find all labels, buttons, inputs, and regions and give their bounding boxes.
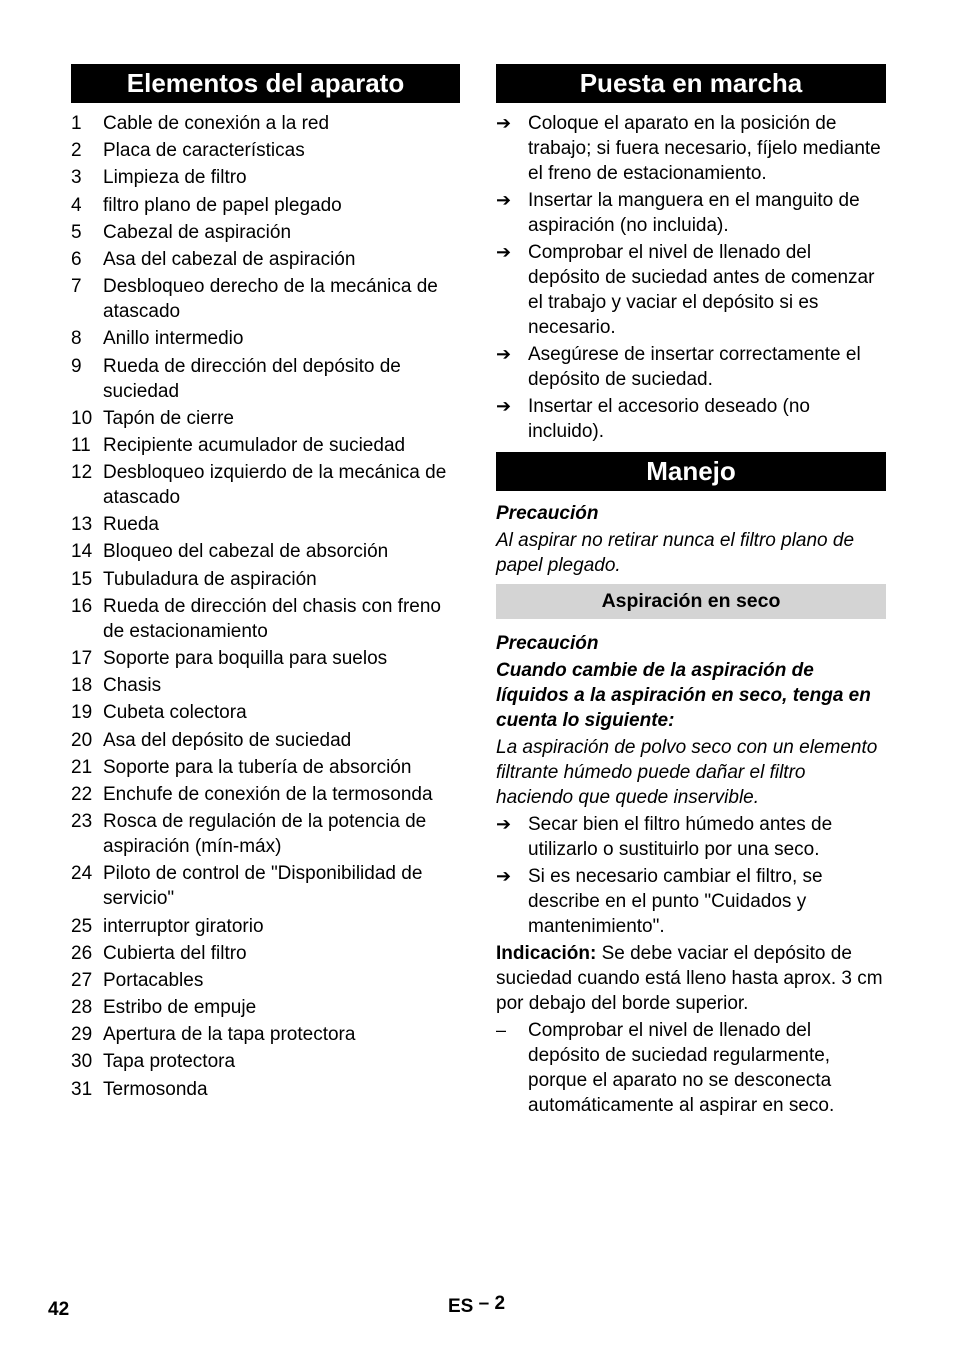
list-item-number: 12 [71, 462, 93, 484]
list-item [71, 220, 460, 245]
caution-text-2: La aspiración de polvo seco con un elemento filtrante húmedo puede dañar el filtro haciendo que quede inservible. [496, 737, 878, 808]
right-column [496, 64, 886, 1120]
arrow-step-text: Coloque el aparato en la posición de trabajo; si fuera necesario, fíjelo mediante el freno de estacionamiento. [528, 113, 881, 184]
list-item [71, 673, 460, 698]
list-item [71, 539, 460, 564]
list-item-number: 23 [71, 811, 93, 833]
list-item-number: 14 [71, 541, 93, 563]
arrow-step-text: Asegúrese de insertar correctamente el depósito de suciedad. [528, 344, 861, 390]
list-item-text: Rueda de dirección del depósito de suciedad [103, 355, 401, 402]
arrow-right-icon: ➔ [496, 344, 512, 364]
list-item [71, 700, 460, 725]
dash-bullet: – [496, 1020, 507, 1040]
note-paragraph [496, 941, 886, 1016]
list-item-number: 6 [71, 248, 82, 270]
list-item-text: Portacables [103, 969, 204, 991]
list-item-text: Cubeta colectora [103, 702, 247, 724]
note-label: Indicación: [496, 943, 597, 964]
list-item [71, 861, 460, 911]
section-heading-manejo: Manejo [496, 452, 886, 491]
list-item [71, 995, 460, 1020]
list-item-number: 27 [71, 969, 93, 991]
list-item [71, 594, 460, 644]
list-item-text: Tapa protectora [103, 1051, 236, 1073]
dash-item-text: Comprobar el nivel de llenado del depósito de suciedad regularmente, porque el aparato no se desconecta automáticamente al aspirar en seco. [528, 1020, 835, 1116]
arrow-step-text: Insertar la manguera en el manguito de aspiración (no incluida). [528, 190, 860, 236]
list-item-text: Tubuladura de aspiración [103, 568, 317, 590]
list-item-text: Limpieza de filtro [103, 167, 247, 189]
list-item-number: 29 [71, 1024, 93, 1046]
list-item-number: 13 [71, 514, 93, 536]
arrow-right-icon: ➔ [496, 242, 512, 262]
list-item [71, 326, 460, 351]
list-item-text: Rosca de regulación de la potencia de aspiración (mín-máx) [103, 811, 427, 858]
list-item [71, 968, 460, 993]
caution-bold-text: Cuando cambie de la aspiración de líquidos a la aspiración en seco, tenga en cuenta lo siguiente: [496, 660, 871, 731]
arrow-right-icon: ➔ [496, 814, 512, 834]
list-item-text: Anillo intermedio [103, 328, 244, 350]
list-item-text: Recipiente acumulador de suciedad [103, 434, 406, 456]
list-item-text: Desbloqueo derecho de la mecánica de atascado [103, 276, 438, 323]
seco-steps [496, 812, 886, 939]
list-item-number: 30 [71, 1051, 93, 1073]
section-heading-puesta: Puesta en marcha [496, 64, 886, 103]
list-item [71, 646, 460, 671]
list-item-number: 8 [71, 328, 82, 350]
list-item-text: Chasis [103, 675, 162, 697]
arrow-right-icon: ➔ [496, 396, 512, 416]
footer-section-num: – 2 [478, 1293, 506, 1314]
list-item-number: 21 [71, 756, 93, 778]
list-item [71, 1077, 460, 1102]
list-item-number: 11 [71, 434, 91, 456]
list-item-number: 16 [71, 595, 93, 617]
list-item [71, 1049, 460, 1074]
list-item-number: 19 [71, 702, 93, 724]
arrow-step-text: Comprobar el nivel de llenado del depósito de suciedad antes de comenzar el trabajo y vaciar el depósito si es necesario. [528, 242, 875, 338]
list-item [71, 111, 460, 136]
list-item-text: Desbloqueo izquierdo de la mecánica de atascado [103, 462, 447, 509]
list-item-number: 15 [71, 568, 93, 590]
list-item-text: interruptor giratorio [103, 915, 264, 937]
list-item [71, 193, 460, 218]
arrow-step [496, 188, 886, 238]
dash-item [496, 1018, 886, 1118]
list-item-text: Enchufe de conexión de la termosonda [103, 783, 433, 805]
list-item-text: filtro plano de papel plegado [103, 194, 342, 216]
page-number: 42 [48, 1299, 70, 1320]
arrow-step-text: Insertar el accesorio deseado (no incluido). [528, 396, 810, 442]
list-item [71, 512, 460, 537]
list-item-number: 20 [71, 729, 93, 751]
list-item [71, 165, 460, 190]
caution-text: Al aspirar no retirar nunca el filtro plano de papel plegado. [496, 530, 855, 576]
arrow-step [496, 240, 886, 340]
arrow-step [496, 864, 886, 939]
list-item [71, 247, 460, 272]
list-item-text: Asa del cabezal de aspiración [103, 248, 356, 270]
list-item-text: Placa de características [103, 140, 305, 162]
list-item [71, 354, 460, 404]
arrow-right-icon: ➔ [496, 866, 512, 886]
list-item [71, 567, 460, 592]
list-item-number: 5 [71, 221, 82, 243]
list-item-number: 3 [71, 167, 82, 189]
list-item-number: 22 [71, 783, 93, 805]
list-item [71, 941, 460, 966]
list-item-text: Piloto de control de "Disponibilidad de servicio" [103, 863, 423, 910]
footer-lang: ES [448, 1296, 474, 1317]
puesta-steps [496, 111, 886, 444]
arrow-step-text: Si es necesario cambiar el filtro, se describe en el punto "Cuidados y mantenimiento". [528, 866, 823, 937]
list-item [71, 782, 460, 807]
list-item [71, 406, 460, 431]
list-item-number: 31 [71, 1078, 93, 1100]
list-item-number: 2 [71, 140, 82, 162]
arrow-step [496, 111, 886, 186]
arrow-right-icon: ➔ [496, 190, 512, 210]
list-item-text: Soporte para boquilla para suelos [103, 648, 388, 669]
list-item-number: 25 [71, 915, 93, 937]
list-item-number: 26 [71, 942, 93, 964]
arrow-step [496, 812, 886, 862]
list-item [71, 755, 460, 780]
list-item-text: Termosonda [103, 1078, 208, 1100]
arrow-step-text: Secar bien el filtro húmedo antes de utilizarlo o sustituirlo por una seco. [528, 814, 833, 860]
list-item-text: Apertura de la tapa protectora [103, 1024, 356, 1046]
list-item-text: Soporte para la tubería de absorción [103, 756, 412, 778]
list-item [71, 1022, 460, 1047]
caution-label-2: Precaución [496, 633, 599, 654]
subheading-aspiracion-seco: Aspiración en seco [496, 584, 886, 619]
list-item-number: 17 [71, 648, 93, 669]
list-item-number: 24 [71, 863, 93, 885]
caution-label: Precaución [496, 503, 599, 524]
list-item-number: 18 [71, 675, 93, 697]
list-item-number: 28 [71, 997, 93, 1019]
list-item [71, 914, 460, 939]
list-item-number: 10 [71, 407, 93, 429]
list-item-number: 9 [71, 355, 82, 377]
list-item-text: Bloqueo del cabezal de absorción [103, 541, 389, 563]
footer-section [448, 1293, 506, 1318]
list-item-number: 1 [71, 113, 82, 134]
list-item-text: Rueda de dirección del chasis con freno de estacionamiento [103, 595, 441, 642]
list-item-text: Tapón de cierre [103, 407, 234, 429]
list-item-text: Estribo de empuje [103, 997, 257, 1019]
section-heading-elementos: Elementos del aparato [71, 64, 460, 103]
list-item-text: Rueda [103, 514, 159, 536]
list-item-number: 4 [71, 194, 82, 216]
list-item [71, 809, 460, 859]
arrow-right-icon: ➔ [496, 113, 512, 133]
parts-list [71, 111, 460, 1102]
list-item [71, 728, 460, 753]
list-item-text: Cable de conexión a la red [103, 113, 330, 134]
list-item [71, 138, 460, 163]
list-item-text: Cabezal de aspiración [103, 221, 292, 243]
left-column [71, 64, 460, 1104]
note-text: Se debe vaciar el depósito de suciedad cuando está lleno hasta aprox. 3 cm por debajo del borde superior. [496, 943, 883, 1014]
list-item [71, 433, 460, 458]
arrow-step [496, 342, 886, 392]
list-item [71, 274, 460, 324]
arrow-step [496, 394, 886, 444]
list-item-text: Cubierta del filtro [103, 942, 247, 964]
list-item [71, 460, 460, 510]
list-item-text: Asa del depósito de suciedad [103, 729, 352, 751]
list-item-number: 7 [71, 276, 82, 298]
